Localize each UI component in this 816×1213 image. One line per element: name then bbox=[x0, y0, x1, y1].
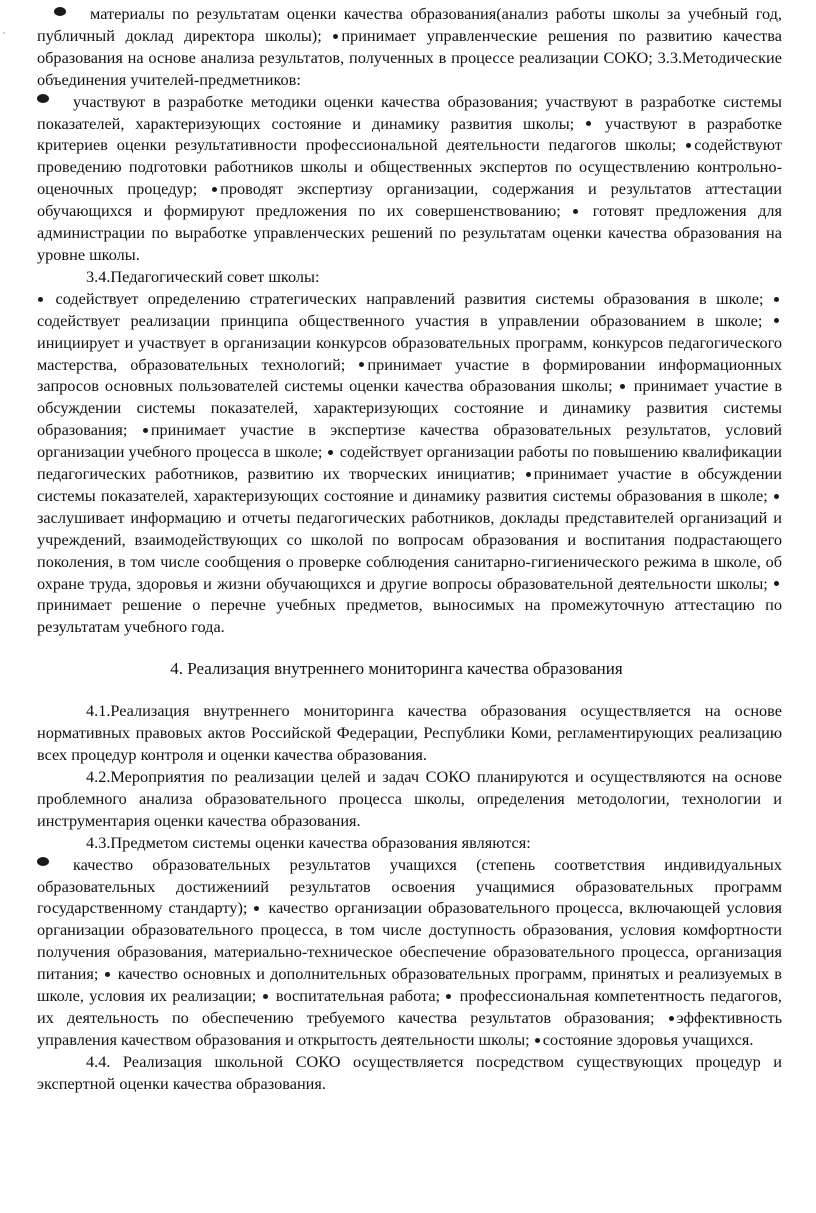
list-item: участвуют в разработке критериев оценки результативности профессиональной деятельности педагогов школы; bbox=[37, 113, 782, 155]
bullet-icon bbox=[37, 94, 49, 103]
list-item: качество основных и дополнительных образовательных программ, принятых и реализуемых в школе, условия их реализации; bbox=[37, 964, 782, 1006]
bullet-icon bbox=[254, 906, 259, 911]
section-heading: 4. Реализация внутреннего мониторинга качества образования bbox=[170, 659, 623, 679]
bullet-icon bbox=[620, 384, 625, 389]
bullet-icon bbox=[263, 994, 268, 999]
scan-artifact: , bbox=[3, 25, 6, 35]
bullet-icon bbox=[774, 581, 779, 586]
bullet-icon bbox=[54, 7, 66, 16]
paragraph-methodical-associations bbox=[37, 91, 782, 266]
paragraph-4-1: 4.1.Реализация внутреннего мониторинга качества образования осуществляется на основе нормативных правовых актов Российской Федерации, Республики Коми, регламентирующих реализацию всех процедур контроля и оценки качества образования. bbox=[37, 701, 782, 765]
bullet-icon bbox=[328, 450, 333, 455]
bullet-icon bbox=[38, 297, 43, 302]
list-item: принимает участие в обсуждении системы показателей, характеризующих состояние и динамику развития системы образования в школе; bbox=[37, 464, 782, 505]
list-item: заслушивает информацию и отчеты педагогических работников, доклады представителей организаций и учреждений, взаимодействующих со школой по вопросам образования и воспитания подрастающего поколения, в том числе сообщения о проверке соблюдения санитарно-гигиенического режима в школе, об охране труда, здоровья и жизни обучающихся и другие вопросы образовательной деятельности школы; bbox=[37, 507, 782, 593]
list-item: инициирует и участвует в организации конкурсов образовательных программ, конкурсов педагогического мастерства, образовательных технологий; bbox=[37, 332, 782, 374]
list-item: воспитательная работа; bbox=[275, 986, 441, 1006]
bullet-icon bbox=[535, 1038, 540, 1043]
bullet-icon bbox=[774, 297, 779, 302]
bullet-icon bbox=[333, 34, 338, 39]
list-item: содействует определению стратегических направлений развития системы образования в школе; bbox=[55, 288, 764, 308]
list-item: материалы по результатам оценки качества образования(анализ работы школы за учебный год, публичный доклад директора школы); bbox=[37, 4, 782, 45]
list-item: содействует организации работы по повышению квалификации педагогических работников, развитию их творческих инициатив; bbox=[37, 442, 782, 484]
list-item: проводят экспертизу организации, содержания и результатов аттестации обучающихся и формируют предложения по их совершенствованию; bbox=[37, 179, 782, 221]
paragraph-4-3-title: 4.3.Предметом системы оценки качества образования являются: bbox=[86, 832, 531, 852]
bullet-icon bbox=[774, 494, 779, 499]
bullet-icon bbox=[526, 472, 531, 477]
paragraph-4-4: 4.4. Реализация школьной СОКО осуществляется посредством существующих процедур и экспертной оценки качества образования. bbox=[37, 1051, 782, 1093]
list-item: содействуют проведению подготовки работников школы и общественных экспертов по осуществлению контрольно-оценочных процедур; bbox=[37, 135, 782, 199]
list-item: качество организации образовательного процесса, включающей условия организации образовательного процесса, в том числе доступность образования, условия комфортности получения образования, материально-техническое обеспечение образовательного процесса, организация питания; bbox=[37, 898, 782, 984]
list-item: качество образовательных результатов учащихся (степень соответствия индивидуальных образовательных достижениий результатов освоения учащимися образовательных программ государственному стандарту); bbox=[37, 854, 782, 918]
list-item: принимает решение о перечне учебных предметов, выносимых на промежуточную аттестацию по результатам учебного года. bbox=[37, 595, 782, 637]
list-item: принимает управленческие решения по развитию качества образования на основе анализа результатов, полученных в процессе реализации СОКО; 3.3.Методические объединения учителей-предметников: bbox=[37, 25, 782, 89]
bullet-icon bbox=[573, 209, 578, 214]
bullet-icon bbox=[143, 428, 148, 433]
list-item: состояние здоровья учащихся. bbox=[542, 1029, 754, 1049]
list-item: готовят предложения для администрации по выработке управленческих решений по результатам оценки качества образования на уровне школы. bbox=[37, 201, 782, 264]
paragraph-school-council-duties bbox=[37, 3, 782, 91]
list-item: содействует реализации принципа общественного участия в управлении образованием в школе; bbox=[37, 310, 763, 330]
paragraph-4-2: 4.2.Мероприятия по реализации целей и задач СОКО планируются и осуществляются на основе проблемного анализа образовательного процесса школы, определения методологии, технологии и инструментария оценки качества образования. bbox=[37, 767, 782, 830]
bullet-icon bbox=[446, 994, 451, 999]
bullet-icon bbox=[37, 857, 49, 866]
section-title-pedagogical-council: 3.4.Педагогический совет школы: bbox=[86, 266, 320, 286]
list-item: принимает участие в экспертизе качества образовательных результатов, условий организации учебного процесса в школе; bbox=[37, 420, 782, 462]
document-page bbox=[37, 3, 782, 1095]
bullet-icon bbox=[212, 187, 217, 192]
bullet-icon bbox=[774, 318, 779, 323]
list-item: участвуют в разработке методики оценки качества образования; участвуют в разработке системы показателей, характеризующих состояние и динамику развития школы; bbox=[37, 91, 782, 133]
bullet-icon bbox=[586, 121, 591, 126]
paragraph-pedagogical-council bbox=[37, 288, 782, 639]
bullet-icon bbox=[105, 972, 110, 977]
list-item: принимает участие в обсуждении системы показателей, характеризующих состояние и динамику развития системы образования; bbox=[37, 376, 783, 440]
list-item: принимает участие в формировании информационных запросов основных пользователей системы оценки качества образования школы; bbox=[37, 354, 782, 396]
paragraph-4-3-subjects bbox=[37, 854, 782, 1051]
bullet-icon bbox=[686, 143, 691, 148]
bullet-icon bbox=[359, 362, 364, 367]
list-item: профессиональная компетентность педагогов, их деятельность по обеспечению требуемого качества результатов образования; bbox=[37, 986, 782, 1027]
list-item: эффективность управления качеством образования и открытость деятельности школы; bbox=[37, 1007, 782, 1049]
bullet-icon bbox=[669, 1016, 674, 1021]
